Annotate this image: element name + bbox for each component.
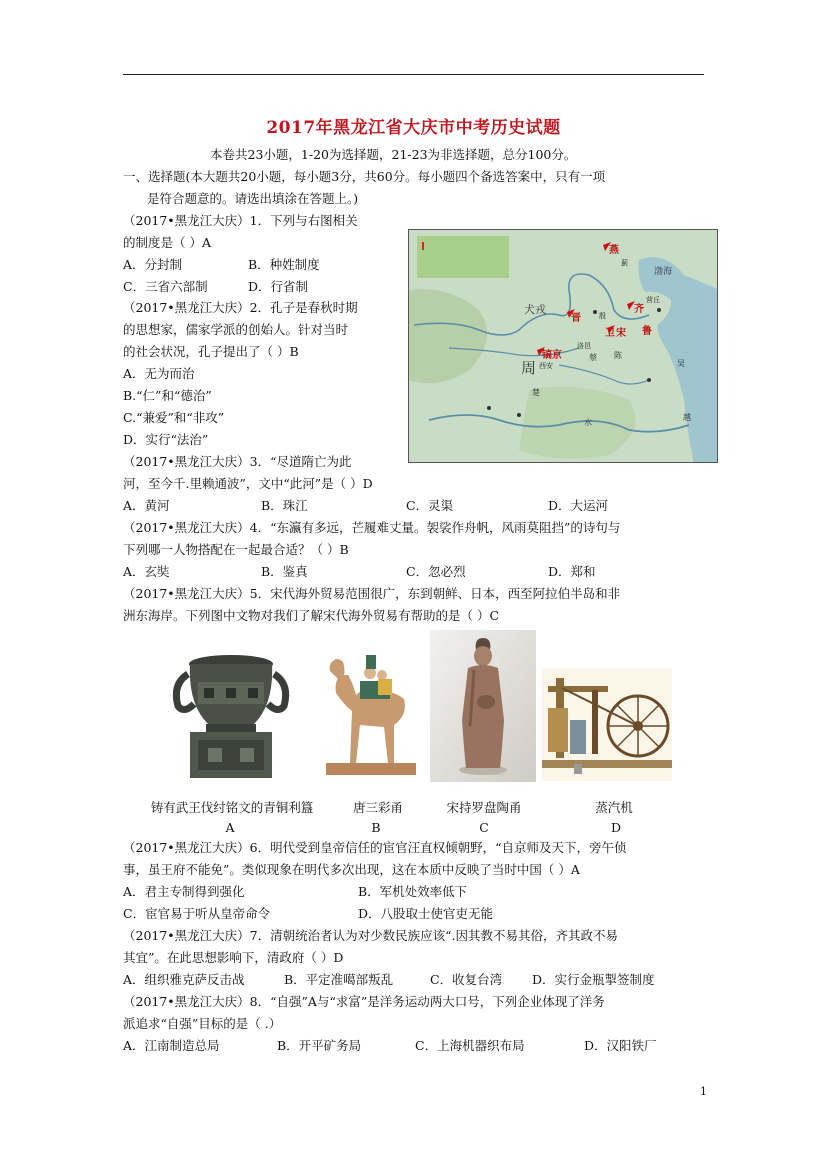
q7-stem-cont: 其宜”。在此思想影响下，清政府（ ）D — [123, 950, 344, 965]
q3-stem-cont: 河，至今千.里赖通波”，文中“此河”是（ ）D — [123, 476, 373, 491]
map-label-yin: 殷 — [599, 312, 606, 320]
q2-option-c: C.“兼爱”和“非攻” — [123, 410, 225, 425]
q2-stem: （2017•黑龙江大庆）2．孔子是春秋时期 — [123, 300, 358, 315]
q6-stem: （2017•黑龙江大庆）6．明代受到皇帝信任的宦官汪直权倾朝野，“自京师及天下，旁午侦 — [123, 840, 627, 855]
q1-option-a: A．分封制 — [123, 257, 183, 272]
q1-stem-cont: 的制度是（ ）A — [123, 235, 212, 250]
q1-option-d: D．行省制 — [248, 279, 309, 294]
q3-option-b: B．珠江 — [261, 498, 308, 513]
tang-sancai-camel-image — [322, 645, 420, 781]
q6-option-a: A．君主专制得到强化 — [123, 884, 245, 899]
q2-option-b: B.“仁”和“德治” — [123, 388, 212, 403]
q6-option-b: B．军机处效率低下 — [358, 884, 468, 899]
q7-option-b: B．平定准噶部叛乱 — [284, 972, 394, 987]
section-heading-cont: 是符合题意的。请选出填涂在答题上。) — [147, 191, 359, 206]
q8-option-a: A．江南制造总局 — [123, 1038, 220, 1053]
legend-mark — [422, 242, 424, 250]
q2-stem-cont: 的思想家，儒家学派的创始人。针对当时 — [123, 322, 349, 337]
map-label-song: 宋 — [616, 328, 626, 339]
q8-option-b: B．开平矿务局 — [277, 1038, 362, 1053]
q4-stem: （2017•黑龙江大庆）4．“东瀛有多远，芒履难丈量。袈裟作舟帆，风雨莫阻挡”的诗句与 — [123, 520, 621, 535]
map-label-jin: 晋 — [571, 313, 581, 324]
q8-option-d: D．汉阳铁厂 — [584, 1038, 657, 1053]
q4-option-d: D．郑和 — [548, 564, 596, 579]
caption-a: 铸有武王伐纣铭文的青铜利簋 — [150, 800, 314, 815]
q6-option-d: D．八股取士使官吏无能 — [358, 906, 494, 921]
q5-stem-cont: 洲东海岸。下列图中文物对我们了解宋代海外贸易有帮助的是（ ）C — [123, 608, 500, 623]
map-label-wu: 吴 — [677, 359, 685, 368]
q4-option-a: A．玄奘 — [123, 564, 170, 579]
map-label-chen: 陈 — [614, 351, 622, 360]
map-label-luoyi: 洛邑 — [577, 342, 591, 350]
q5-stem: （2017•黑龙江大庆）5．宋代海外贸易范围很广，东到朝鲜、日本，西至阿拉伯半岛和非 — [123, 586, 621, 601]
caption-c: 宋持罗盘陶甬 — [446, 800, 522, 815]
map-label-yan: 燕 — [609, 245, 619, 256]
q1-option-c: C．三省六部制 — [123, 279, 208, 294]
caption-letter-c: C — [479, 820, 489, 835]
q1-stem: （2017•黑龙江大庆）1．下列与右图相关 — [123, 213, 358, 228]
q7-option-d: D．实行金瓶掣签制度 — [532, 972, 655, 987]
q6-option-c: C．宦官易于听从皇帝命令 — [123, 906, 271, 921]
q6-stem-cont: 事，虽王府不能免”。类似现象在明代多次出现，这在本质中反映了当时中国（ ）A — [123, 862, 580, 877]
q3-stem: （2017•黑龙江大庆）3．“尽道隋亡为此 — [123, 454, 352, 469]
map-label-lu: 鲁 — [642, 326, 652, 337]
q7-option-c: C．收复台湾 — [430, 972, 503, 987]
section-heading: 一、选择题(本大题共20小题，每小题3分，共60分。每小题四个备选答案中，只有一项 — [123, 169, 606, 184]
map-label-wey: 卫 — [605, 328, 615, 339]
map-label-yue: 越 — [683, 413, 691, 422]
q2-option-d: D．实行“法治” — [123, 432, 209, 447]
map-label-haojing: 镐京 — [542, 350, 562, 361]
bronze-gui-image — [168, 644, 294, 784]
q3-option-d: D．大运河 — [548, 498, 609, 513]
q7-stem: （2017•黑龙江大庆）7．清朝统治者认为对少数民族应该“.因其教不易其俗，齐其政不易 — [123, 928, 619, 943]
header-rule — [123, 74, 704, 75]
map-label-river: 水 — [584, 418, 592, 427]
map-label-zhou: 周 — [521, 359, 537, 377]
map-label-quanrong: 犬戎 — [524, 303, 546, 316]
map-label-yingqiu: 营丘 — [646, 296, 660, 304]
map-label-bohai: 渤海 — [654, 267, 673, 277]
map-label-cai: 蔡 — [589, 353, 597, 362]
q3-option-a: A．黄河 — [123, 498, 170, 513]
map-label-xian: 西安 — [539, 362, 553, 370]
map-drawing — [409, 230, 718, 463]
q3-option-c: C．灵渠 — [406, 498, 454, 513]
page-number: 1 — [700, 1085, 707, 1098]
q2-option-a: A．无为而治 — [123, 366, 195, 381]
zhou-map — [408, 229, 718, 463]
caption-letter-b: B — [371, 820, 381, 835]
q8-option-c: C．上海机器织布局 — [415, 1038, 525, 1053]
steam-engine-image — [542, 668, 672, 781]
map-label-ji: 蓟 — [621, 259, 628, 267]
q4-option-b: B．鉴真 — [261, 564, 308, 579]
caption-letter-d: D — [610, 820, 622, 835]
caption-letter-a: A — [225, 820, 235, 835]
q4-option-c: C．忽必烈 — [406, 564, 466, 579]
map-label-chu: 楚 — [532, 388, 540, 397]
caption-d: 蒸汽机 — [595, 800, 633, 815]
page-title: 2017年黑龙江省大庆市中考历史试题 — [266, 118, 561, 138]
q2-stem-cont2: 的社会状况，孔子提出了（ ）B — [123, 344, 299, 359]
q4-stem-cont: 下列哪一人物搭配在一起最合适？（ ）B — [123, 542, 349, 557]
caption-b: 唐三彩甬 — [352, 800, 403, 815]
q7-option-a: A．组织雅克萨反击战 — [123, 972, 245, 987]
q1-option-b: B．种姓制度 — [248, 257, 320, 272]
q8-stem: （2017•黑龙江大庆）8．“自强”A与“求富”是洋务运动两大口号，下列企业体现了洋务 — [123, 994, 605, 1009]
song-compass-figure-image — [430, 630, 536, 782]
map-label-qi: 齐 — [634, 304, 644, 315]
svg-text:......: ...... — [492, 770, 504, 777]
intro-text: 本卷共23小题，1-20为选择题，21-23为非选择题，总分100分。 — [210, 147, 577, 162]
q8-stem-cont: 派追求“自强”目标的是（ .） — [123, 1016, 282, 1031]
legend-box — [417, 236, 509, 278]
